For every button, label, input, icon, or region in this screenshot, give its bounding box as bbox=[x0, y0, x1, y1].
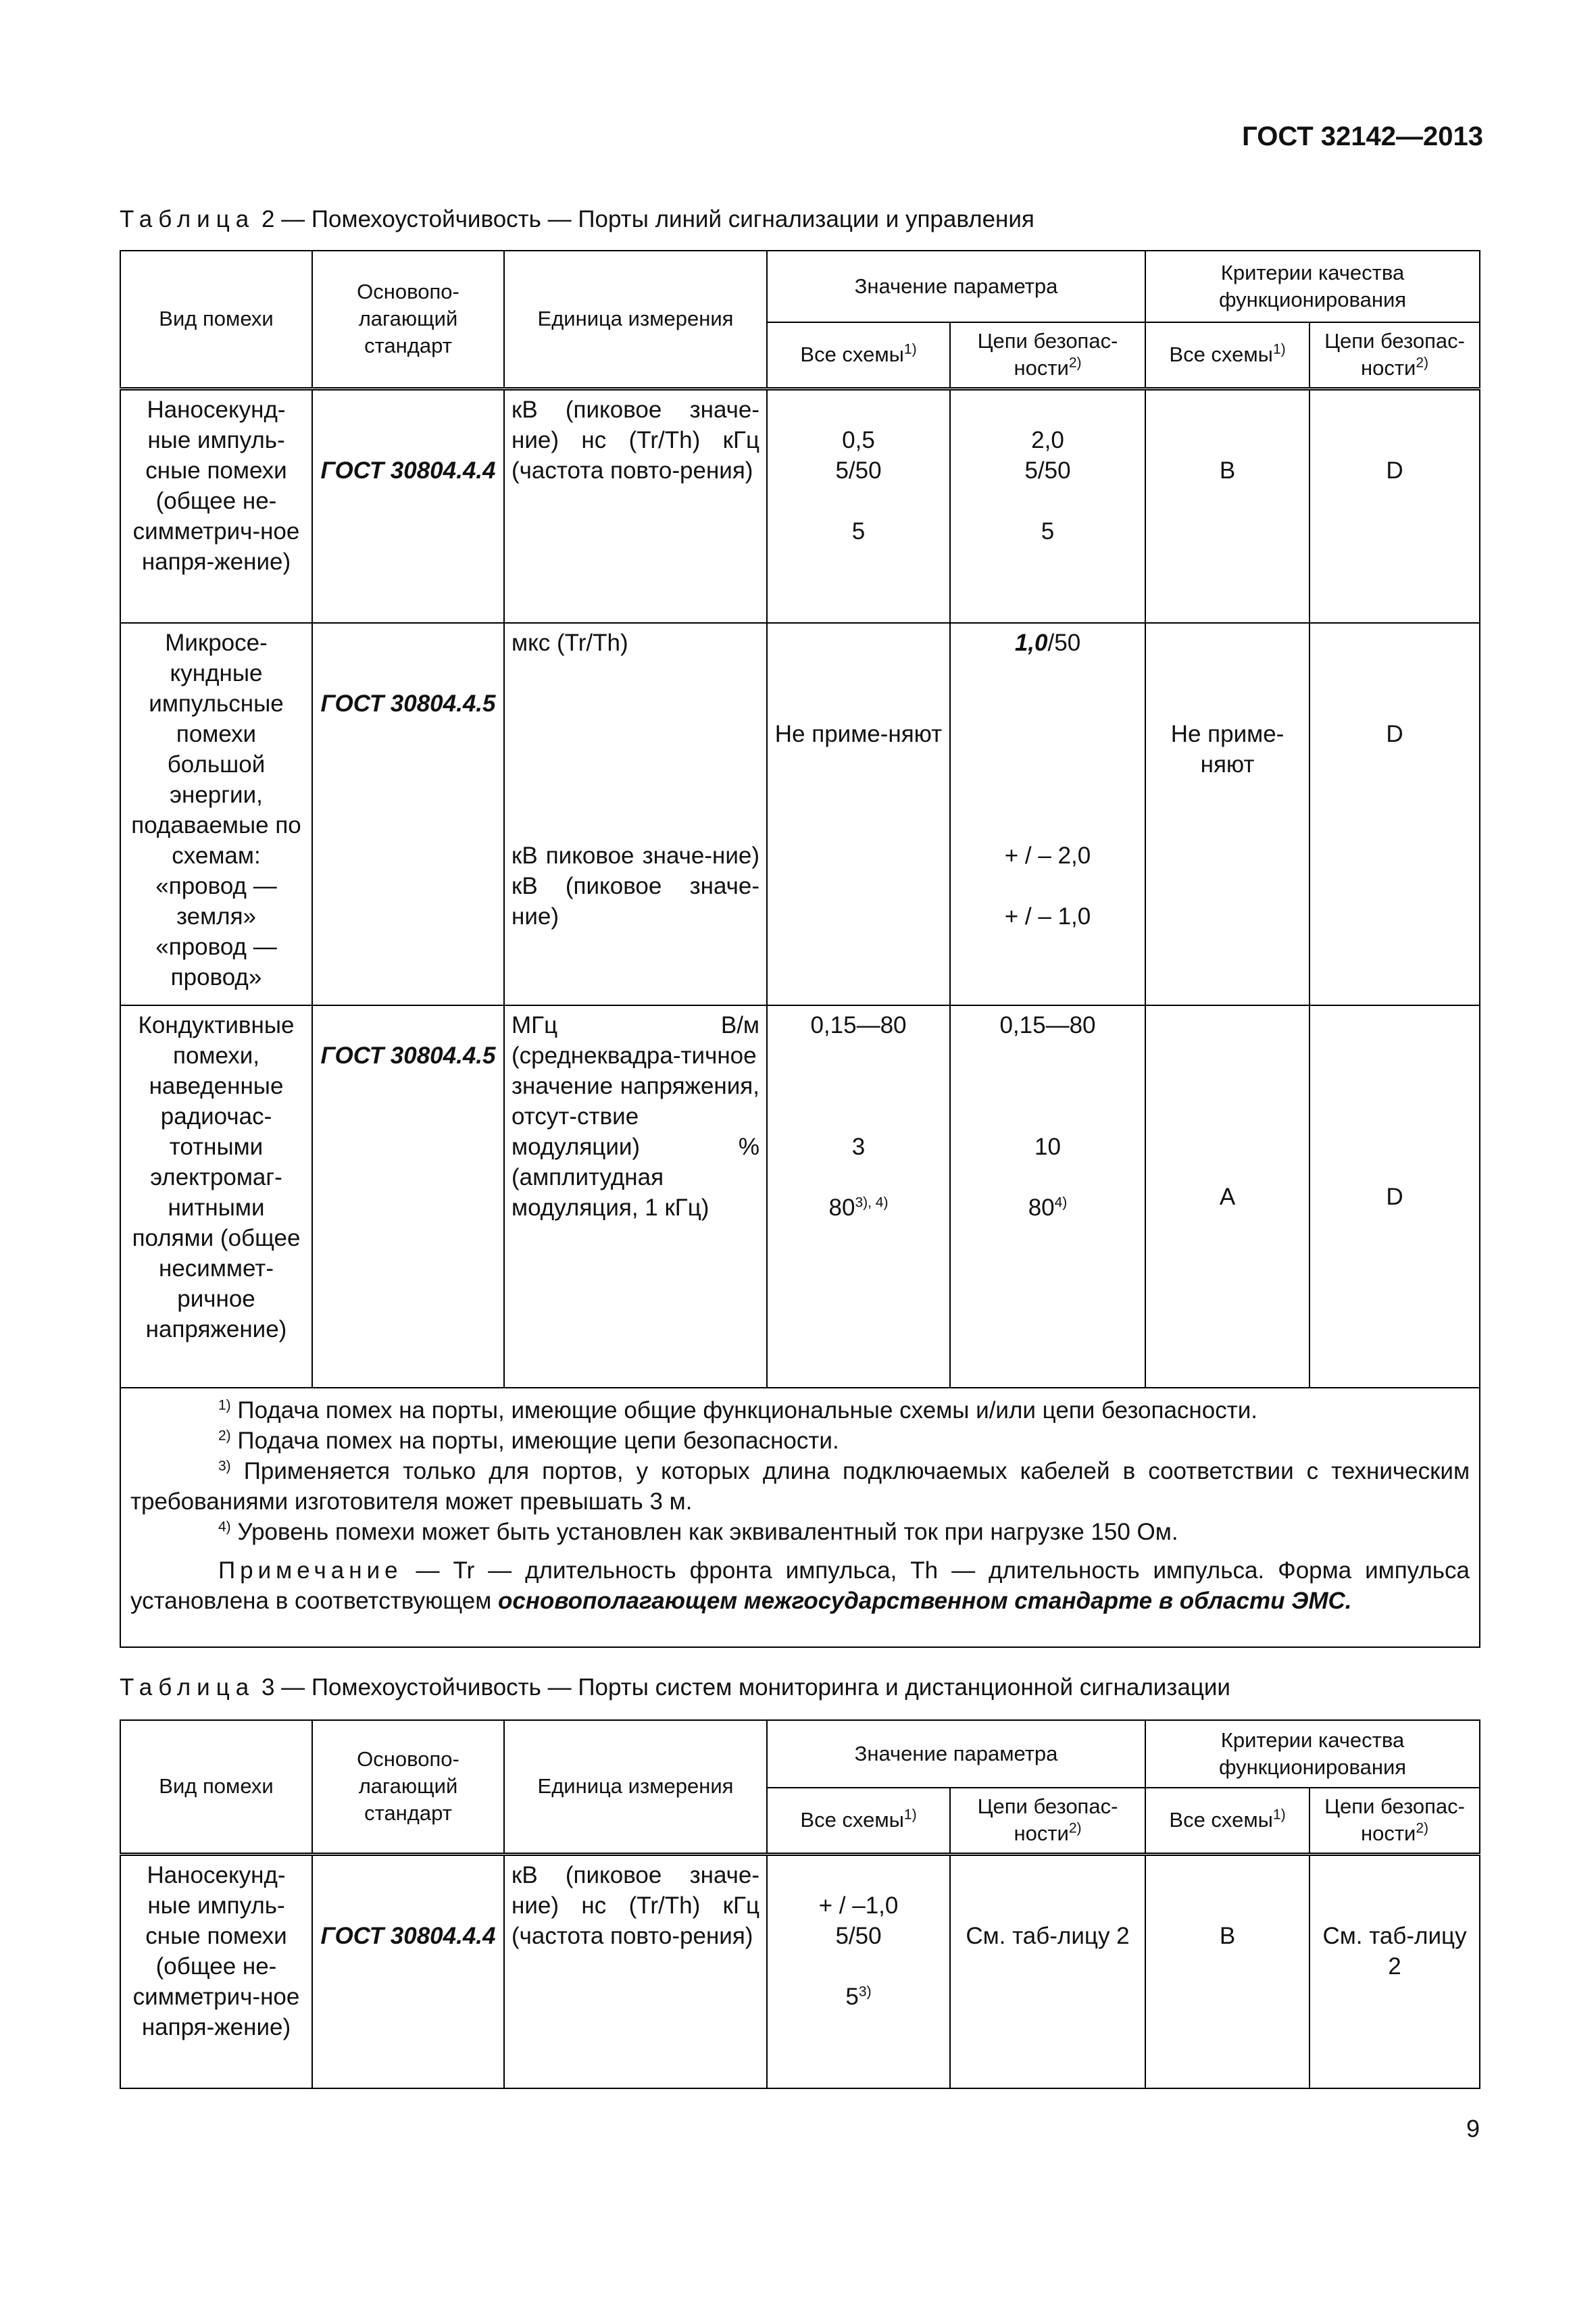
table-3-label: Таблица bbox=[120, 1674, 255, 1701]
document-header: ГОСТ 32142—2013 bbox=[1242, 122, 1483, 151]
cell-safety-values: 0,15—80 10 80$^{4)}$ bbox=[950, 1005, 1145, 1388]
cell-safety-values: См. таб-лицу 2 bbox=[950, 1854, 1145, 2088]
th-all-schemes: Все схемы$^{1)}$ bbox=[767, 322, 950, 388]
th-standard: Основопо-лагающий стандарт bbox=[312, 251, 504, 388]
th-all-schemes: Все схемы$^{1)}$ bbox=[767, 1788, 950, 1854]
cell-all-values: + / –1,0 5/50 5$^{3)}$ bbox=[767, 1854, 950, 2088]
table-3-caption bbox=[120, 1674, 1230, 1701]
cell-type: Наносекунд-ные импуль-сные помехи (общее не-симметрич-ное напря-жение) bbox=[120, 388, 312, 623]
table-row bbox=[120, 388, 1480, 623]
cell-crit-safety: D bbox=[1310, 1005, 1480, 1388]
table-2-notes bbox=[120, 1388, 1480, 1647]
table-row bbox=[120, 623, 1480, 1005]
cell-crit-all: Не приме-няют bbox=[1145, 623, 1310, 1005]
th-type: Вид помехи bbox=[120, 251, 312, 388]
table-2-title: 2 — Помехоустойчивость — Порты линий сигнализации и управления bbox=[261, 206, 1034, 232]
th-crit-safety-circuits: Цепи безопас-ности$^{2)}$ bbox=[1310, 322, 1480, 388]
th-value-group: Значение параметра bbox=[767, 1720, 1145, 1788]
table-2-caption bbox=[120, 206, 1034, 233]
cell-all-values: 0,15—80 3 $80^{3), 4)}$ bbox=[767, 1005, 950, 1388]
cell-crit-all: B bbox=[1145, 388, 1310, 623]
footnote-3: $^{3)}$ Применяется только для портов, у которых длина подключаемых кабелей в соответствии с техническим требованиями изготовителя может превышать 3 м. bbox=[130, 1458, 1470, 1515]
footnote-1: $^{1)}$ Подача помех на порты, имеющие общие функциональные схемы и/или цепи безопасности. bbox=[218, 1397, 1258, 1424]
cell-type: Кондуктивные помехи, наведенные радиочас-тотными электромаг-нитными полями (общее несиммет-ричное напряжение) bbox=[120, 1005, 312, 1388]
cell-all-values: 0,5 5/50 5 bbox=[767, 388, 950, 623]
cell-type: Микросе-кундные импульсные помехи большой энергии, подаваемые по схемам: «провод — земля» «провод — провод» bbox=[120, 623, 312, 1005]
th-standard: Основопо-лагающий стандарт bbox=[312, 1720, 504, 1854]
table-3-title: 3 — Помехоустойчивость — Порты систем мониторинга и дистанционной сигнализации bbox=[261, 1674, 1230, 1701]
th-criteria-group: Критерии качества функционирования bbox=[1145, 251, 1480, 322]
cell-crit-safety: См. таб-лицу 2 bbox=[1310, 1854, 1480, 2088]
th-type: Вид помехи bbox=[120, 1720, 312, 1854]
cell-type: Наносекунд-ные импуль-сные помехи (общее не-симметрич-ное напря-жение) bbox=[120, 1854, 312, 2088]
table-2-note: Примечание — Tr — длительность фронта импульса, Th — длительность импульса. Форма импульса установлена в соответствующем основополагающем межгосударственном стандарте в области ЭМС. bbox=[130, 1557, 1470, 1614]
table-row bbox=[120, 1854, 1480, 2088]
cell-standard: ГОСТ 30804.4.5 bbox=[312, 623, 504, 1005]
footnote-4: $^{4)}$ Уровень помехи может быть установлен как эквивалентный ток при нагрузке 150 Ом. bbox=[218, 1519, 1178, 1545]
cell-unit: кВ (пиковое значе-ние) нс (Tr/Th) кГц (частота повто-рения) bbox=[504, 1854, 767, 2088]
table-2 bbox=[120, 250, 1480, 1648]
cell-unit: кВ (пиковое значе-ние) нс (Tr/Th) кГц (частота повто-рения) bbox=[504, 388, 767, 623]
th-safety-circuits: Цепи безопас-ности$^{2)}$ bbox=[950, 1788, 1145, 1854]
page-number: 9 bbox=[1466, 2115, 1480, 2142]
footnote-2: $^{2)}$ Подача помех на порты, имеющие цепи безопасности. bbox=[218, 1428, 839, 1454]
cell-crit-all: A bbox=[1145, 1005, 1310, 1388]
th-unit: Единица измерения bbox=[504, 1720, 767, 1854]
th-crit-all-schemes: Все схемы$^{1)}$ bbox=[1145, 322, 1310, 388]
th-crit-all-schemes: Все схемы$^{1)}$ bbox=[1145, 1788, 1310, 1854]
table-row bbox=[120, 1005, 1480, 1388]
th-value-group: Значение параметра bbox=[767, 251, 1145, 322]
th-criteria-group: Критерии качества функционирования bbox=[1145, 1720, 1480, 1788]
table-2-label: Таблица bbox=[120, 206, 255, 232]
cell-standard: ГОСТ 30804.4.5 bbox=[312, 1005, 504, 1388]
th-unit: Единица измерения bbox=[504, 251, 767, 388]
cell-crit-safety: D bbox=[1310, 623, 1480, 1005]
cell-unit: МГц В/м (среднеквадра-тичное значение напряжения, отсут-ствие модуляции) % (амплитудная модуляция, 1 кГц) bbox=[504, 1005, 767, 1388]
cell-all-values: Не приме-няют bbox=[767, 623, 950, 1005]
cell-crit-safety: D bbox=[1310, 388, 1480, 623]
table-3 bbox=[120, 1719, 1480, 2089]
cell-crit-all: B bbox=[1145, 1854, 1310, 2088]
th-crit-safety-circuits: Цепи безопас-ности$^{2)}$ bbox=[1310, 1788, 1480, 1854]
cell-standard: ГОСТ 30804.4.4 bbox=[312, 1854, 504, 2088]
cell-safety-values: 2,0 5/50 5 bbox=[950, 388, 1145, 623]
cell-standard: ГОСТ 30804.4.4 bbox=[312, 388, 504, 623]
cell-safety-values: 1,0/50 + / – 2,0 + / – 1,0 bbox=[950, 623, 1145, 1005]
cell-unit: мкс (Tr/Th) кВ пиковое значе-ние) кВ (пиковое значе-ние) bbox=[504, 623, 767, 1005]
th-safety-circuits: Цепи безопас-ности$^{2)}$ bbox=[950, 322, 1145, 388]
